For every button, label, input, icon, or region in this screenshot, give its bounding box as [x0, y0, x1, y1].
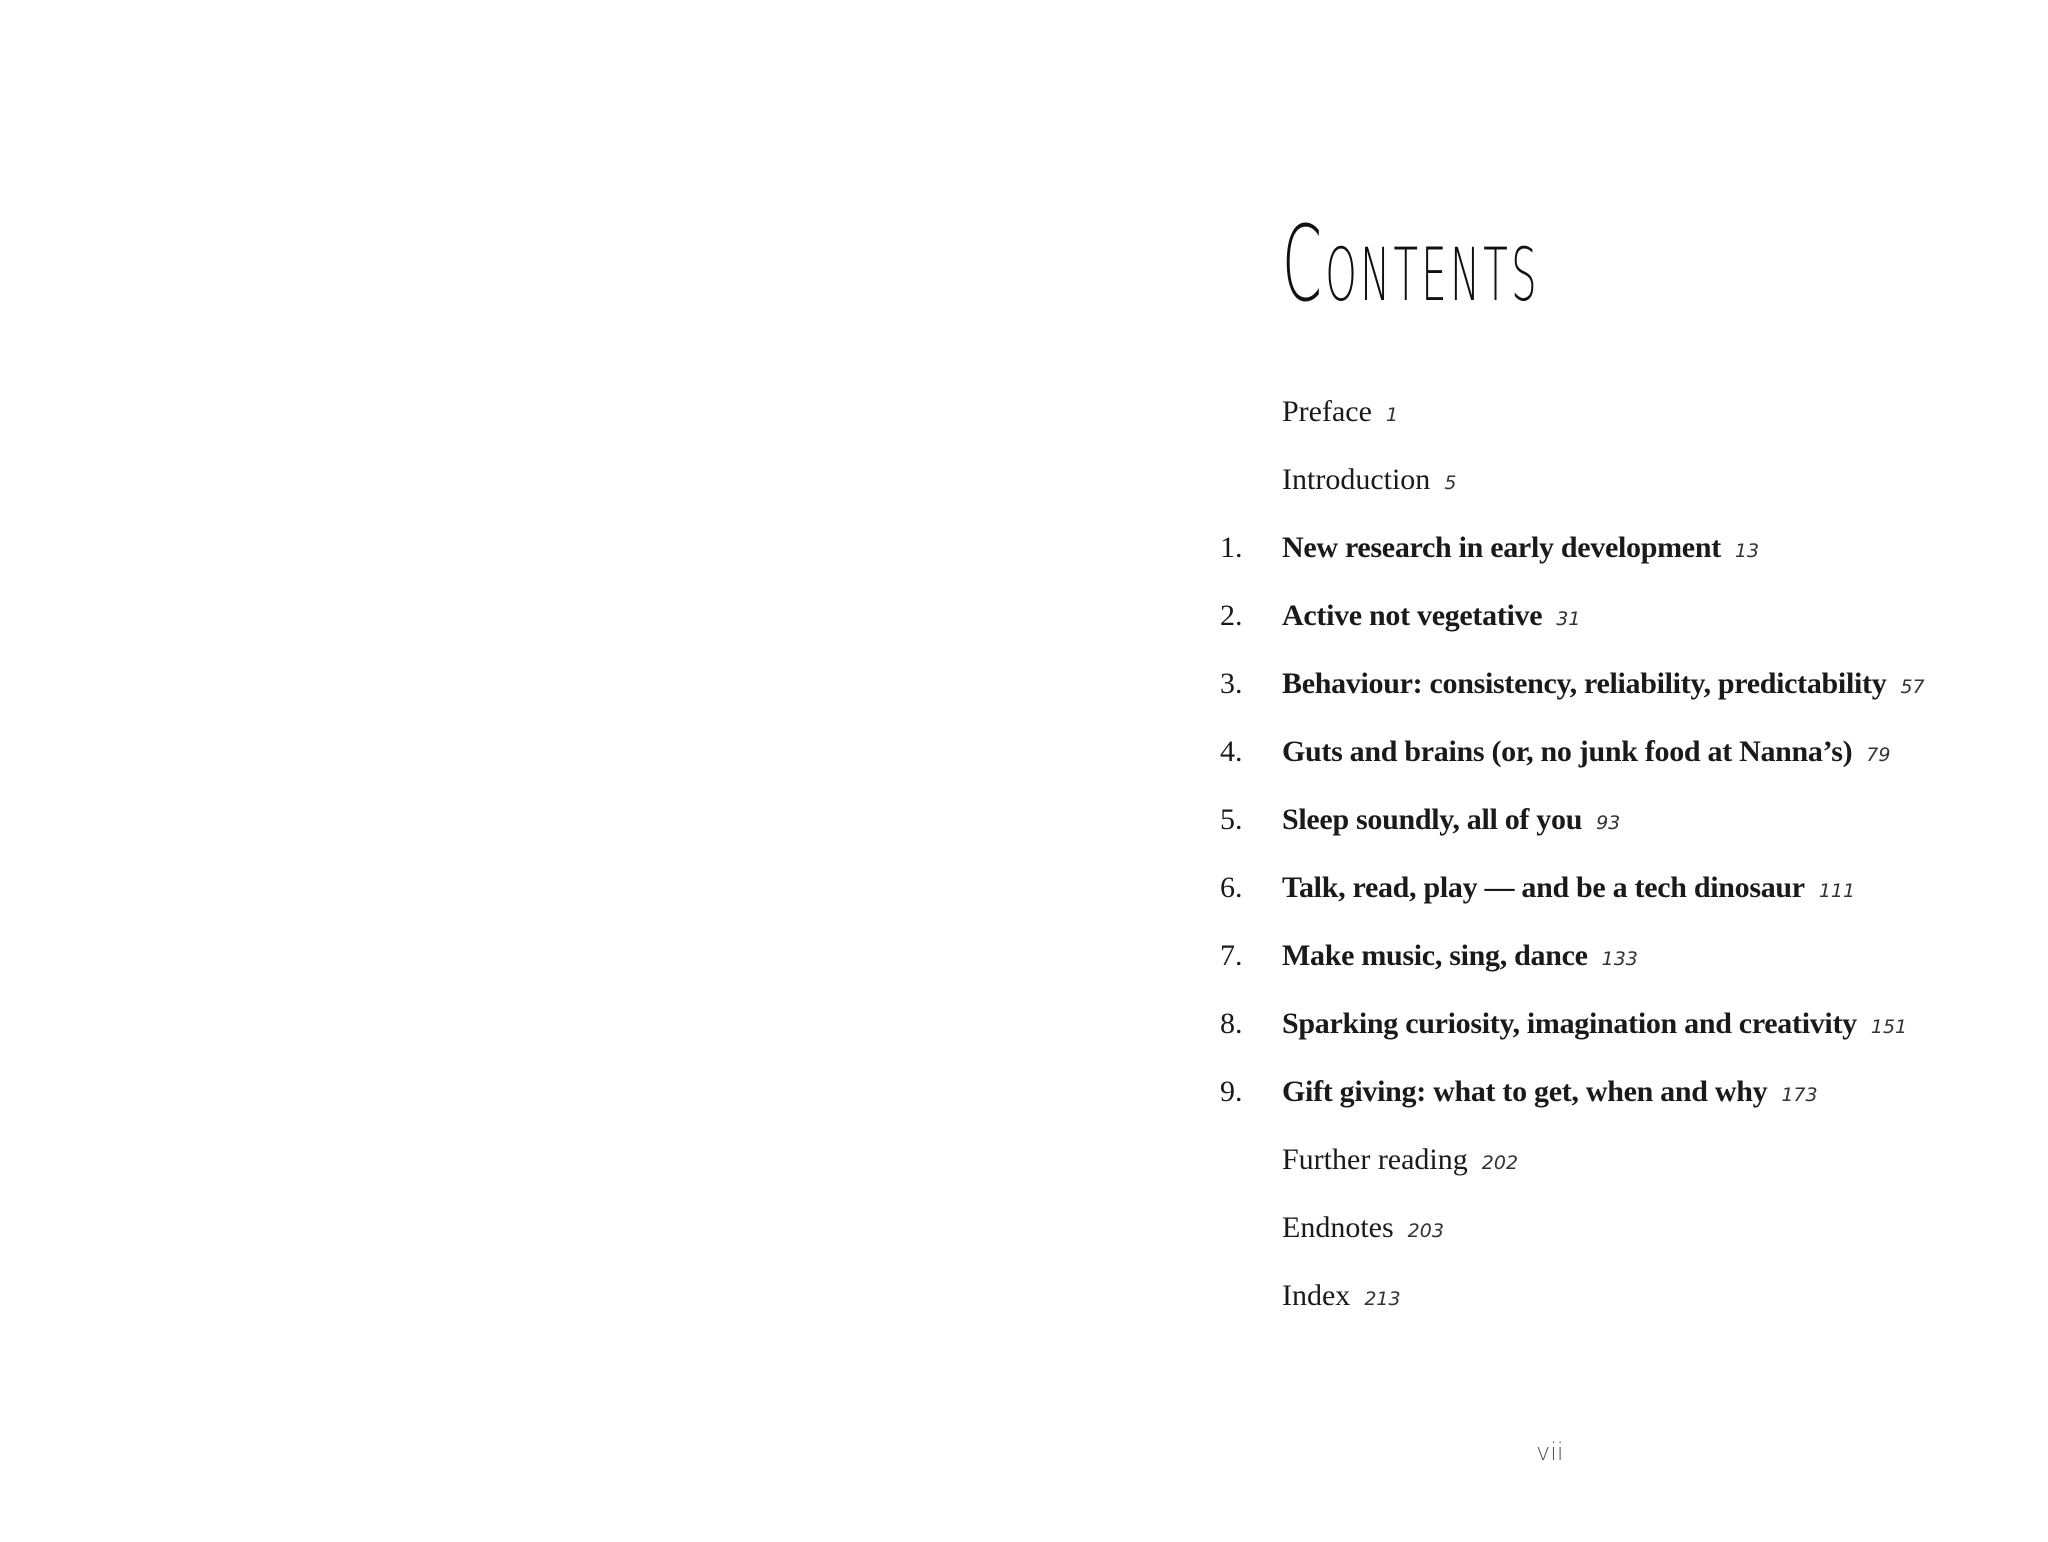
toc-entry-index[interactable] [1220, 1266, 1980, 1334]
toc-entry-page: 57 [1900, 676, 1925, 698]
toc-entry-number: 4. [1220, 735, 1243, 768]
toc-entry-number: 9. [1220, 1075, 1243, 1108]
toc-entry-introduction[interactable] [1220, 450, 1980, 518]
toc-entry-page: 151 [1870, 1016, 1908, 1038]
toc-entry-page: 202 [1481, 1152, 1519, 1174]
toc-entry-label: Make music, sing, dance [1282, 939, 1588, 972]
toc-entry-chapter-5[interactable] [1220, 790, 1980, 858]
toc-entry-label: Index [1282, 1279, 1351, 1312]
page-title: Contents [1282, 203, 1540, 325]
toc-entry-number: 1. [1220, 531, 1243, 564]
toc-entry-label: Guts and brains (or, no junk food at Nanna’s) [1282, 735, 1853, 768]
toc-entry-further-reading[interactable] [1220, 1130, 1980, 1198]
toc-entry-endnotes[interactable] [1220, 1198, 1980, 1266]
toc-entry-page: 213 [1364, 1288, 1401, 1310]
toc-entry-chapter-2[interactable] [1220, 586, 1980, 654]
toc-entry-number: 8. [1220, 1007, 1243, 1040]
toc-entry-chapter-9[interactable] [1220, 1062, 1980, 1130]
toc-entry-number: 2. [1220, 599, 1243, 632]
toc-entry-label: Gift giving: what to get, when and why [1282, 1075, 1768, 1108]
toc-entry-number: 7. [1220, 939, 1243, 972]
toc-entry-page: 173 [1781, 1084, 1818, 1106]
toc-entry-page: 31 [1556, 608, 1581, 630]
toc-entry-page: 13 [1734, 540, 1760, 562]
toc-entry-label: Behaviour: consistency, reliability, predictability [1282, 667, 1887, 700]
toc-entry-page: 79 [1866, 744, 1891, 766]
toc-entry-chapter-7[interactable] [1220, 926, 1980, 994]
toc-entry-chapter-8[interactable] [1220, 994, 1980, 1062]
page-number: vii [1536, 1438, 1564, 1466]
toc-entry-number: 3. [1220, 667, 1243, 700]
toc-entry-number: 5. [1220, 803, 1243, 836]
toc-entry-chapter-3[interactable] [1220, 654, 1980, 722]
toc-entry-label: Sleep soundly, all of you [1282, 803, 1583, 836]
toc-entry-page: 5 [1444, 472, 1457, 494]
toc-entry-label: Introduction [1282, 463, 1431, 496]
toc-entry-label: New research in early development [1282, 531, 1721, 564]
toc-entry-chapter-6[interactable] [1220, 858, 1980, 926]
toc-entry-number: 6. [1220, 871, 1243, 904]
toc-entry-page: 93 [1596, 812, 1621, 834]
toc-entry-label: Further reading [1282, 1143, 1468, 1176]
toc-entry-label: Sparking curiosity, imagination and creativity [1282, 1007, 1857, 1040]
toc-entry-label: Preface [1282, 395, 1372, 428]
toc-entry-label: Active not vegetative [1282, 599, 1543, 632]
toc-entry-page: 133 [1601, 948, 1638, 970]
toc-entry-chapter-1[interactable] [1220, 518, 1980, 586]
toc-entry-preface[interactable] [1220, 382, 1980, 450]
toc-entry-label: Talk, read, play — and be a tech dinosaur [1282, 871, 1805, 904]
table-of-contents [1220, 382, 1980, 1334]
toc-entry-page: 111 [1818, 880, 1856, 902]
toc-entry-chapter-4[interactable] [1220, 722, 1980, 790]
toc-entry-page: 1 [1385, 404, 1399, 426]
toc-entry-label: Endnotes [1282, 1211, 1394, 1244]
toc-entry-page: 203 [1407, 1220, 1444, 1242]
